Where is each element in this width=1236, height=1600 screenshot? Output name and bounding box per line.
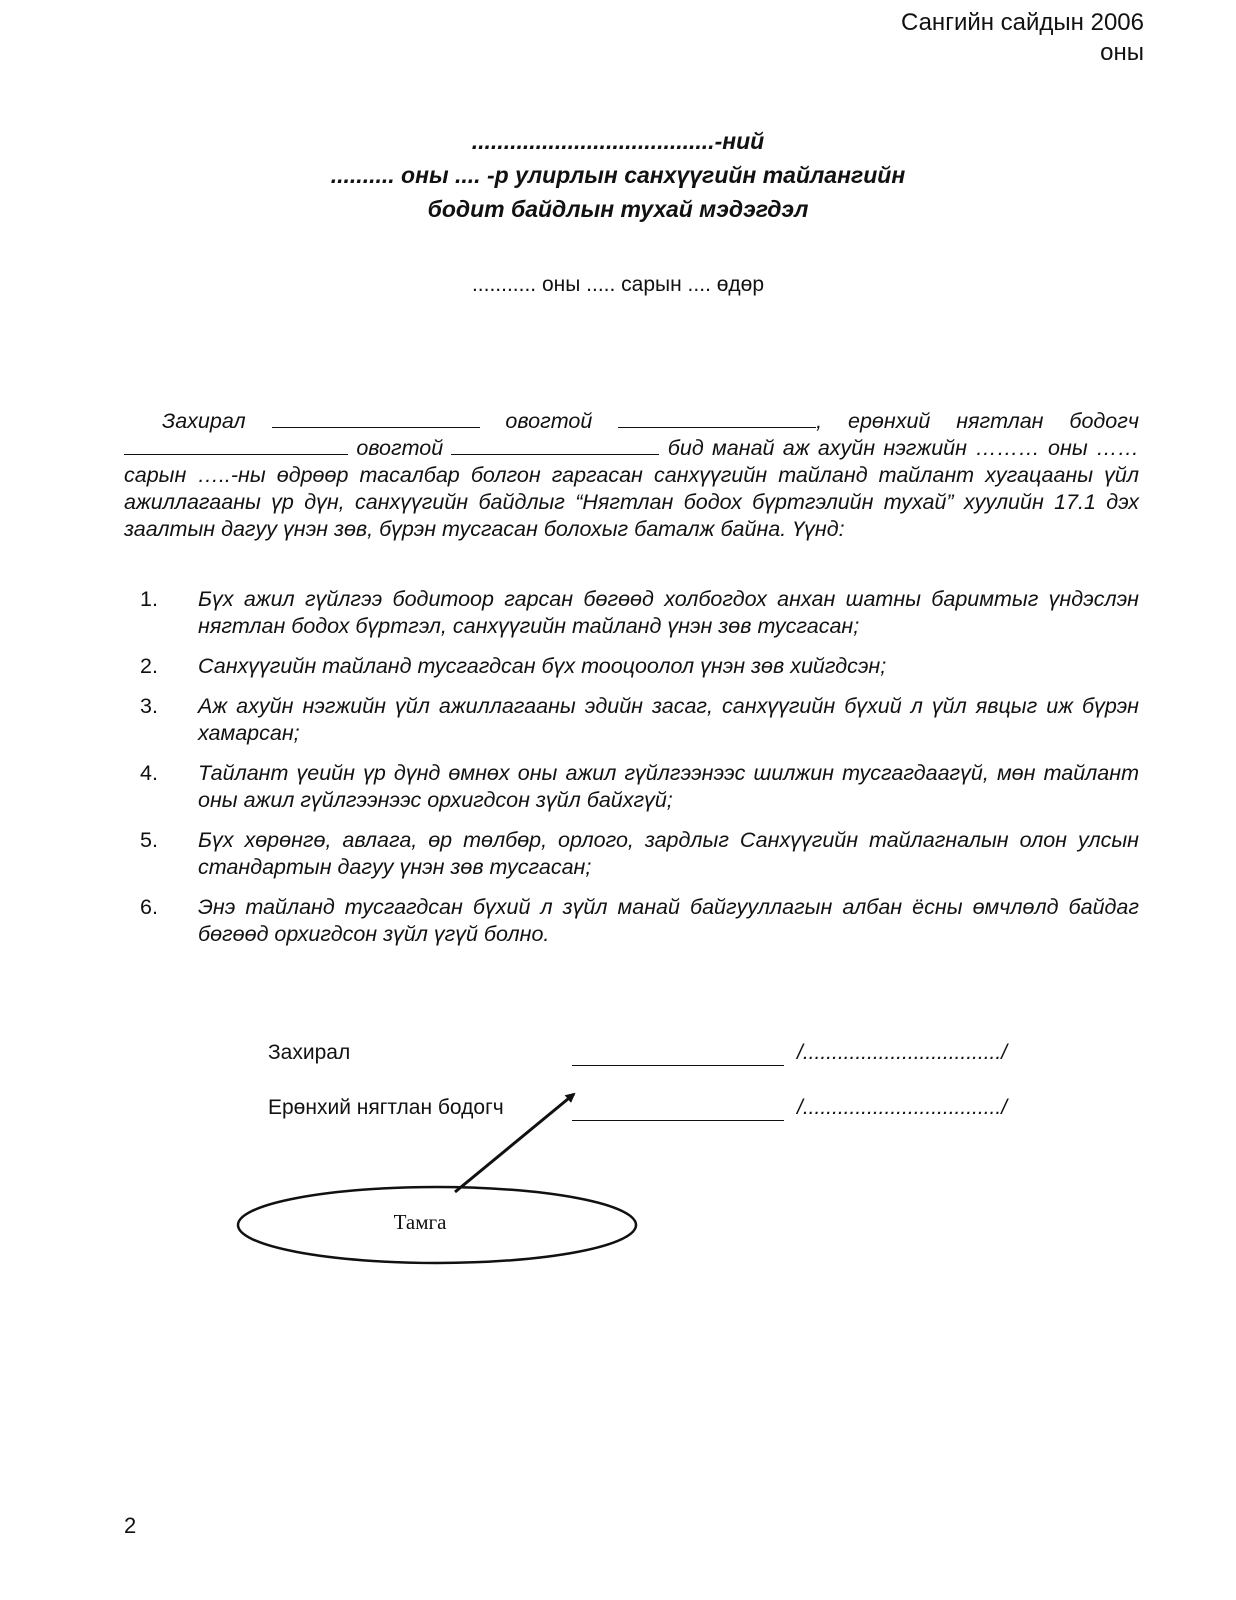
accountant-signature-label: Ерөнхий нягтлан бодогч	[268, 1096, 504, 1119]
page-number: 2	[124, 1513, 137, 1538]
intro-surname-word-2: овогтой	[356, 436, 444, 460]
intro-body-text: бид манай аж ахуйн нэгжийн ……… оны …… сарын …..-ны өдрөөр тасалбар болгон гаргасан санхүүгийн тайланд тайлант хугацааны үйл ажиллагааны үр дүн, санхүүгийн байдлыг “Нягтлан бодох бүртгэлийн тухай” хуулийн 17.1 дэх заалтын дагуу үнэн зөв, бүрэн тусгасан болохыг баталж байна. Үүнд:	[124, 436, 1139, 541]
list-item-number: 4.	[140, 761, 158, 785]
list-item-number: 3.	[140, 694, 158, 718]
list-item-text: Энэ тайланд тусгагдсан бүхий л зүйл манай байгууллагын албан ёсны өмчлөлд байдаг бөгөөд орхигдсон зүйл үгүй болно.	[198, 895, 1139, 946]
list-item-number: 2.	[140, 654, 158, 678]
stamp-label: Тамга	[393, 1210, 447, 1234]
list-item-text: Бүх хөрөнгө, авлага, өр төлбөр, орлого, зардлыг Санхүүгийн тайлагналын олон улсын стандартын дагуу үнэн зөв тусгасан;	[198, 828, 1139, 879]
intro-accountant-word: , ерөнхий нягтлан бодогч	[816, 409, 1139, 433]
title-line-2: .......... оны .... -р улирлын санхүүгийн тайлангийн	[330, 162, 906, 188]
list-item-number: 6.	[140, 895, 158, 919]
list-item-number: 5.	[140, 828, 158, 852]
director-name-placeholder[interactable]: /................................../	[797, 1041, 1008, 1064]
list-item-number: 1.	[140, 587, 158, 611]
accountant-name-placeholder[interactable]: /................................../	[797, 1096, 1008, 1119]
list-item-text: Аж ахуйн нэгжийн үйл ажиллагааны эдийн засаг, санхүүгийн бүхий л үйл явцыг иж бүрэн хамарсан;	[198, 694, 1139, 745]
stamp-arrow	[455, 1094, 574, 1192]
ministry-order-text-cut: оны	[1100, 39, 1144, 66]
title-line-1: ......................................-ний	[471, 128, 765, 154]
title-line-3: бодит байдлын тухай мэдэгдэл	[427, 196, 809, 222]
director-signature-label: Захирал	[268, 1041, 351, 1064]
ministry-order-text: Сангийн сайдын 2006	[900, 9, 1144, 36]
date-line: ........... оны ..... сарын .... өдөр	[471, 273, 765, 296]
list-item-text: Санхүүгийн тайланд тусгагдсан бүх тооцоолол үнэн зөв хийгдсэн;	[198, 654, 887, 678]
intro-director-word: Захирал	[162, 409, 246, 433]
list-item-text: Бүх ажил гүйлгээ бодитоор гарсан бөгөөд холбогдох анхан шатны баримтыг үндэслэн нягтлан бодох бүртгэл, санхүүгийн тайланд үнэн зөв тусгасан;	[198, 587, 1139, 638]
intro-surname-word-1: овогтой	[505, 409, 593, 433]
list-item-text: Тайлант үеийн үр дүнд өмнөх оны ажил гүйлгээнээс шилжин тусгагдаагүй, мөн тайлант оны ажил гүйлгээнээс орхигдсон зүйл байхгүй;	[198, 761, 1139, 812]
